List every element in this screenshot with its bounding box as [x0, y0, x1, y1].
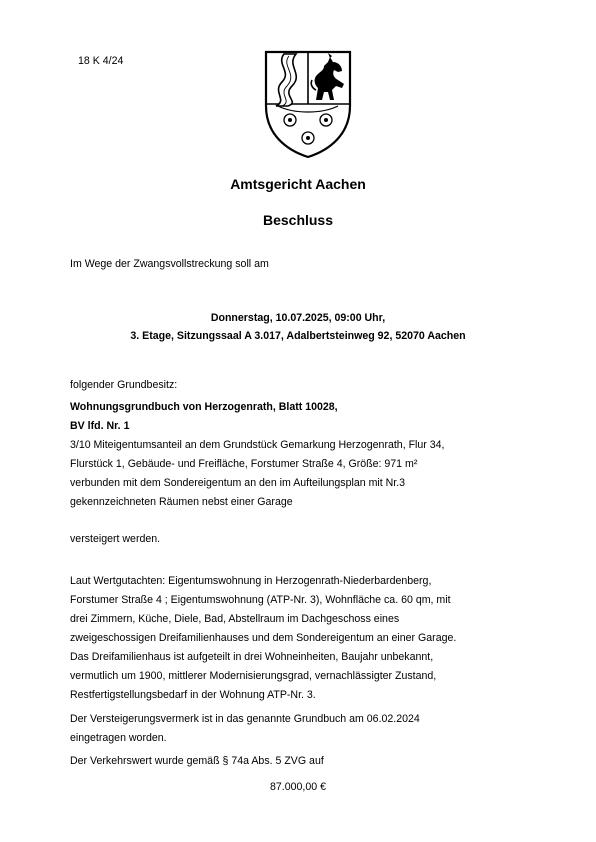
file-number: 18 K 4/24	[78, 55, 124, 67]
property-section	[70, 398, 540, 512]
bv-number: BV lfd. Nr. 1	[70, 420, 130, 432]
court-name: Amtsgericht Aachen	[230, 176, 366, 192]
property-description-line: Flurstück 1, Gebäude- und Freifläche, Forstumer Straße 4, Größe: 971 m²	[70, 458, 418, 470]
appraisal-line: zweigeschossigen Dreifamilienhauses und dem Sondereigentum an einer Garage.	[70, 632, 457, 644]
appraisal-line: Restfertigstellungsbedarf in der Wohnung ATP-Nr. 3.	[70, 689, 316, 701]
appraisal-line: Das Dreifamilienhaus ist aufgeteilt in drei Wohneinheiten, Baujahr unbekannt,	[70, 651, 434, 663]
coat-of-arms-icon	[258, 44, 358, 160]
land-register: Wohnungsgrundbuch von Herzogenrath, Blatt 10028,	[70, 401, 338, 413]
property-label: folgender Grundbesitz:	[70, 379, 178, 391]
market-value: 87.000,00 €	[270, 781, 326, 793]
appointment-date: Donnerstag, 10.07.2025, 09:00 Uhr,	[210, 312, 386, 324]
property-description-line: 3/10 Miteigentumsanteil an dem Grundstück Gemarkung Herzogenrath, Flur 34,	[70, 439, 445, 451]
appraisal-line: Forstumer Straße 4 ; Eigentumswohnung (ATP-Nr. 3), Wohnfläche ca. 60 qm, mit	[70, 594, 451, 606]
auction-phrase: versteigert werden.	[70, 533, 161, 545]
intro-text: Im Wege der Zwangsvollstreckung soll am	[70, 258, 269, 270]
value-statement: Der Verkehrswert wurde gemäß § 74a Abs. 5 ZVG auf	[70, 755, 324, 767]
registration-line: eingetragen worden.	[70, 732, 167, 744]
registration-section	[70, 710, 540, 748]
property-description-line: gekennzeichneten Räumen nebst einer Garage	[70, 496, 293, 508]
appointment-location: 3. Etage, Sitzungssaal A 3.017, Adalbertsteinweg 92, 52070 Aachen	[130, 330, 466, 342]
appraisal-line: drei Zimmern, Küche, Diele, Bad, Abstellraum im Dachgeschoss eines	[70, 613, 400, 625]
appraisal-line: Laut Wertgutachten: Eigentumswohnung in Herzogenrath-Niederbardenberg,	[70, 575, 432, 587]
appraisal-section	[70, 572, 540, 705]
property-description-line: verbunden mit dem Sondereigentum an den im Aufteilungsplan mit Nr.3	[70, 477, 406, 489]
appraisal-line: vermutlich um 1900, mittlerer Modernisierungsgrad, vernachlässigter Zustand,	[70, 670, 437, 682]
document-type: Beschluss	[262, 212, 334, 228]
registration-line: Der Versteigerungsvermerk ist in das genannte Grundbuch am 06.02.2024	[70, 713, 420, 725]
